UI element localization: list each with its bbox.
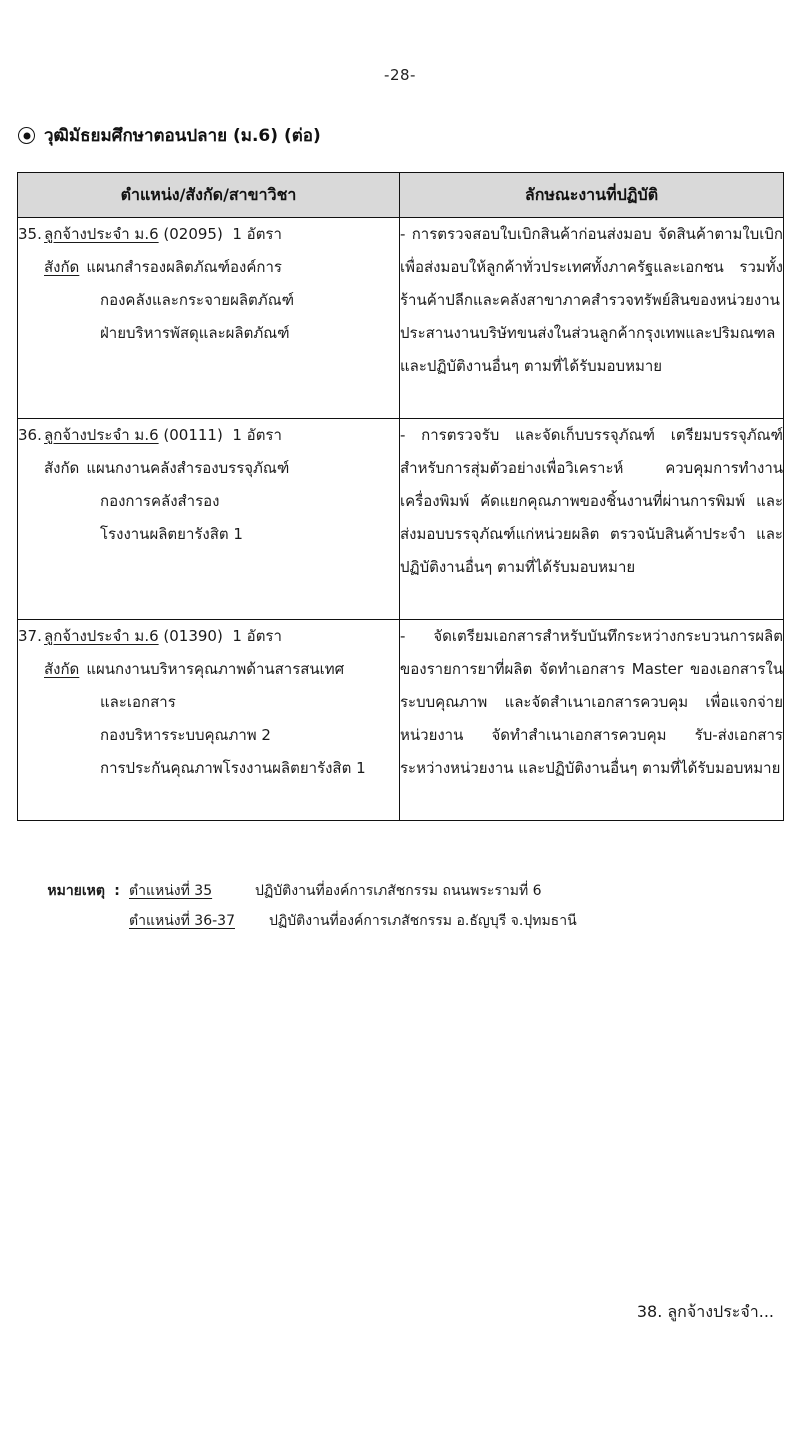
affiliation-label: สังกัด xyxy=(44,459,80,477)
affiliation-label: สังกัด xyxy=(44,258,80,276)
affiliation-line: การประกันคุณภาพโรงงานผลิตยารังสิต 1 xyxy=(100,759,366,777)
affiliation-line: โรงงานผลิตยารังสิต 1 xyxy=(100,525,243,543)
position-quantity: 1 อัตรา xyxy=(232,627,282,645)
position-title: ลูกจ้างประจำ ม.6 xyxy=(44,225,159,243)
position-code: (00111) xyxy=(163,426,223,444)
affiliation-line: กองการคลังสำรอง xyxy=(100,492,220,510)
position-title: ลูกจ้างประจำ ม.6 xyxy=(44,627,159,645)
affiliation-line: และเอกสาร xyxy=(100,693,176,711)
position-code: (01390) xyxy=(163,627,223,645)
notes-row xyxy=(17,906,783,936)
duties-text: - การตรวจสอบใบเบิกสินค้าก่อนส่งมอบ จัดสินค้าตามใบเบิกเพื่อส่งมอบให้ลูกค้าทั่วประเทศทั้งภาครัฐและเอกชน รวมทั้งร้านค้าปลีกและคลังสาขาภาคสำรวจทรัพย์สินของหน่วยงาน ประสานงานบริษัทขนส่งในส่วนลูกค้ากรุงเทพและปริมณฑลและปฏิบัติงานอื่นๆ ตามที่ได้รับมอบหมาย xyxy=(400,225,783,375)
page-number: -28- xyxy=(384,66,416,84)
duties-cell xyxy=(400,419,784,620)
affiliation-line: กองคลังและกระจายผลิตภัณฑ์ xyxy=(100,291,295,309)
affiliation-line: กองบริหารระบบคุณภาพ 2 xyxy=(100,726,271,744)
table-row xyxy=(18,620,784,821)
position-title-line xyxy=(18,218,399,251)
position-title-line xyxy=(18,620,399,653)
affiliation-line-1: แผนกสำรองผลิตภัณฑ์องค์การ xyxy=(86,258,282,276)
position-quantity: 1 อัตรา xyxy=(232,426,282,444)
position-code: (02095) xyxy=(163,225,223,243)
notes-entry-key: ตำแหน่งที่ 35 xyxy=(129,883,213,899)
row-index: 36. xyxy=(18,426,42,444)
duties-text: - การตรวจรับ และจัดเก็บบรรจุภัณฑ์ เตรียมบรรจุภัณฑ์สำหรับการสุ่มตัวอย่างเพื่อวิเคราะห์ ควบคุมการทำงานเครื่องพิมพ์ คัดแยกคุณภาพของชิ้นงานที่ผ่านการพิมพ์ และส่งมอบบรรจุภัณฑ์แก่หน่วยผลิต ตรวจนับสินค้าประจำ และปฏิบัติงานอื่นๆ ตามที่ได้รับมอบหมาย xyxy=(400,426,783,576)
position-quantity: 1 อัตรา xyxy=(232,225,282,243)
position-title-line xyxy=(18,419,399,452)
affiliation-line xyxy=(18,452,399,485)
table-row xyxy=(18,419,784,620)
table-row xyxy=(18,218,784,419)
section-heading-text: วุฒิมัธยมศึกษาตอนปลาย (ม.6) (ต่อ) xyxy=(44,126,321,146)
notes-colon: : xyxy=(114,883,120,899)
position-cell xyxy=(18,419,400,620)
notes-entry-key: ตำแหน่งที่ 36-37 xyxy=(129,913,235,929)
duties-cell xyxy=(400,620,784,821)
notes-row xyxy=(17,876,783,906)
affiliation-line xyxy=(18,653,399,686)
affiliation-line: ฝ่ายบริหารพัสดุและผลิตภัณฑ์ xyxy=(100,324,290,342)
notes-section xyxy=(17,876,783,936)
filled-ring-bullet-icon xyxy=(18,127,35,144)
table-header-row xyxy=(18,173,784,218)
notes-entry-value: ปฏิบัติงานที่องค์การเภสัชกรรม อ.ธัญบุรี จ.ปุทมธานี xyxy=(269,913,577,929)
duties-text: - จัดเตรียมเอกสารสำหรับบันทึกระหว่างกระบวนการผลิต ของรายการยาที่ผลิต จัดทำเอกสาร Master ของเอกสารในระบบคุณภาพ และจัดสำเนาเอกสารควบคุม เพื่อแจกจ่ายหน่วยงาน จัดทำสำเนาเอกสารควบคุม รับ-ส่งเอกสาร ระหว่างหน่วยงาน และปฏิบัติงานอื่นๆ ตามที่ได้รับมอบหมาย xyxy=(400,627,783,777)
footer-catchword: 38. ลูกจ้างประจำ... xyxy=(636,1302,774,1321)
notes-label: หมายเหตุ xyxy=(47,883,105,899)
column-header-duties: ลักษณะงานที่ปฏิบัติ xyxy=(400,173,784,218)
duties-cell xyxy=(400,218,784,419)
position-title: ลูกจ้างประจำ ม.6 xyxy=(44,426,159,444)
section-heading xyxy=(18,122,321,149)
affiliation-line-1: แผนกงานคลังสำรองบรรจุภัณฑ์ xyxy=(86,459,290,477)
column-header-position: ตำแหน่ง/สังกัด/สาขาวิชา xyxy=(18,173,400,218)
job-positions-table xyxy=(17,172,784,821)
affiliation-line-1: แผนกงานบริหารคุณภาพด้านสารสนเทศ xyxy=(86,660,345,678)
position-cell xyxy=(18,620,400,821)
affiliation-label: สังกัด xyxy=(44,660,80,678)
affiliation-line xyxy=(18,251,399,284)
row-index: 37. xyxy=(18,627,42,645)
notes-entry-value: ปฏิบัติงานที่องค์การเภสัชกรรม ถนนพระรามที่ 6 xyxy=(255,883,542,899)
position-cell xyxy=(18,218,400,419)
row-index: 35. xyxy=(18,225,42,243)
